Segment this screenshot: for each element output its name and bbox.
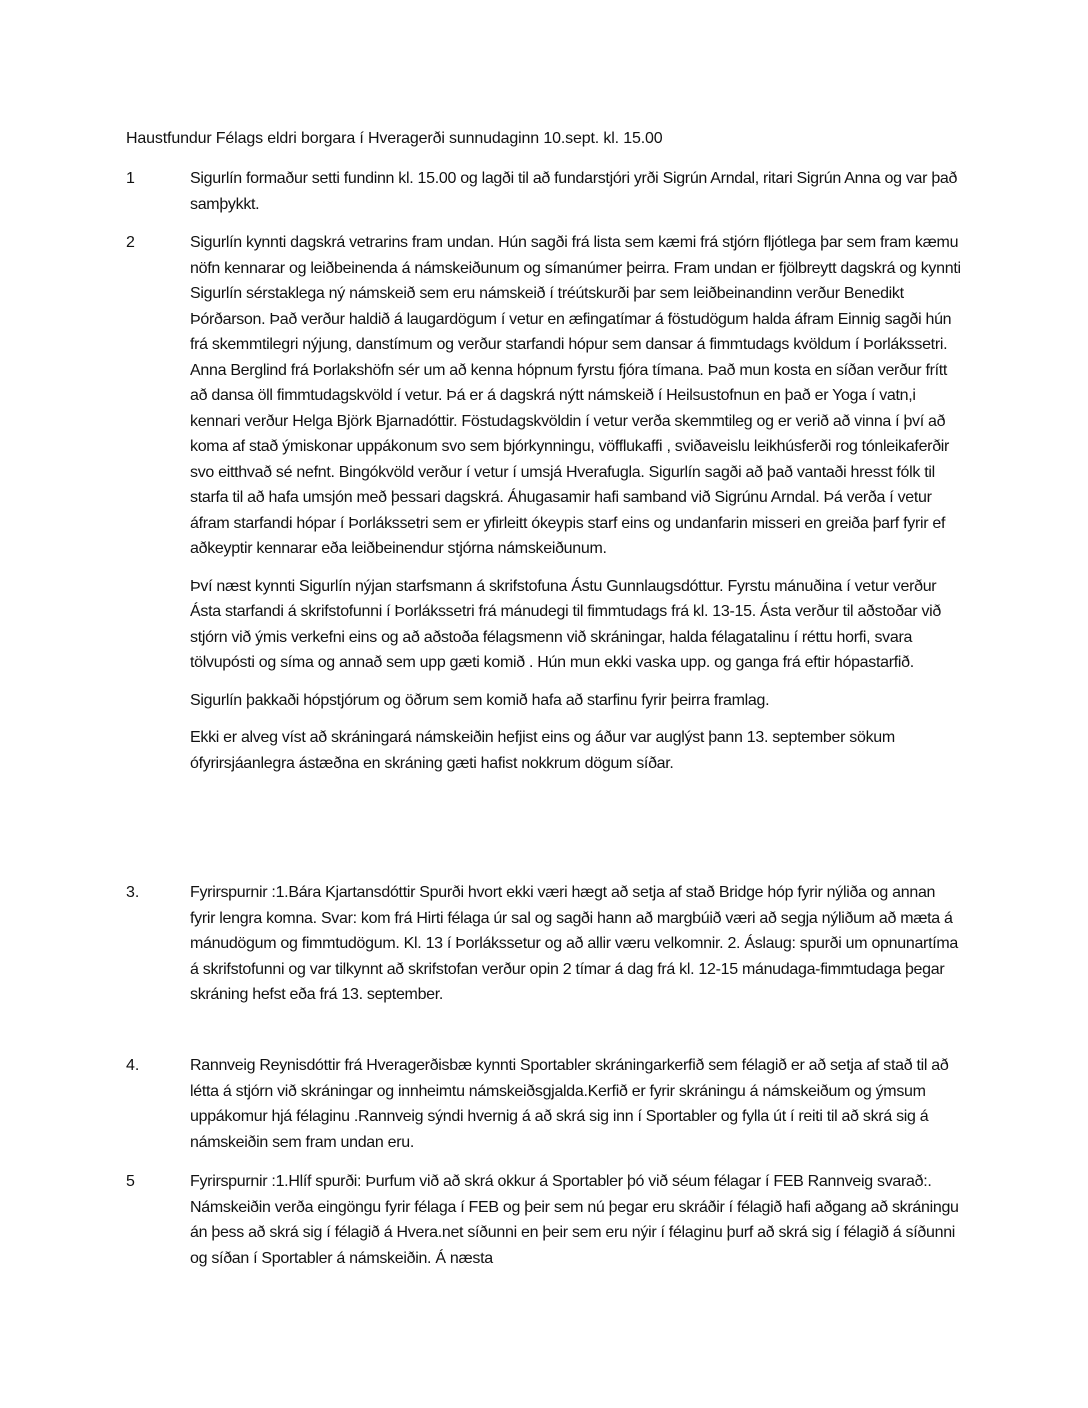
item-body	[190, 166, 962, 217]
item-body	[190, 1169, 962, 1271]
item-number: 3.	[126, 884, 140, 901]
item-body	[190, 880, 962, 1008]
item-number: 2	[126, 234, 135, 251]
item-number: 1	[126, 170, 135, 187]
paragraph: Ekki er alveg víst að skráningará námskeiðin hefjist eins og áður var auglýst þann 13. september sökum ófyrirsjáanlegra ástæðna en skráning gæti hafist nokkrum dögum síðar.	[190, 729, 895, 772]
item-number: 5	[126, 1173, 135, 1190]
paragraph: Sigurlín kynnti dagskrá vetrarins fram undan. Hún sagði frá lista sem kæmi frá stjórn fljótlega þar sem fram kæmu nöfn kennarar og leiðbeinenda á námskeiðunum og símanúmer þeirra. Fram undan er fjölbreytt dagskrá og kynnti Sigurlín sérstaklega ný námskeið sem eru námskeið í tréútskurði þar sem leiðbeinandinn verður Benedikt Þórðarson. Það verður haldið á laugardögum í vetur en æfingatímar á föstudögum halda áfram Einnig sagði hún frá skemmtilegri nýjung, danstímum og verður starfandi hópur sem dansar á fimmtudags kvöldum í Þorlákssetri. Anna Berglind frá Þorlakshöfn sér um að kenna hópnum fyrstu fjóra tímana. Það mun kosta en síðan verður frítt að dansa öll fimmtudagskvöld í vetur. Þá er á dagskrá nýtt námskeið í Heilsustofnun en það er Yoga í vatn,i kennari verður Helga Björk Bjarnadóttir. Föstudagskvöldin í vetur verða skemmtileg og er verið að vinna í því að koma af stað ýmiskonar uppákonum svo sem bjórkynningu, vöfflukaffi , sviðaveislu leikhúsferði rog tónleikaferðir svo eitthvað sé nefnt. Bingókvöld verður í vetur í umsjá Hverafugla. Sigurlín sagði að það vantaði hresst fólk til starfa til að hafa umsjón með þessari dagskrá. Áhugasamir hafi samband við Sigrúnu Arndal. Þá verða í vetur áfram starfandi hópar í Þorlákssetri sem er yfirleitt ókeypis starf eins og undanfarin misseri en greiða þarf fyrir ef aðkeyptir kennarar eða leiðbeinendur stjórna námskeiðunum.	[190, 234, 961, 557]
item-number: 4.	[126, 1057, 140, 1074]
document-title: Haustfundur Félags eldri borgara í Hveragerði sunnudaginn 10.sept. kl. 15.00	[126, 130, 663, 147]
paragraph: Rannveig Reynisdóttir frá Hveragerðisbæ kynnti Sportabler skráningarkerfið sem félagið er að setja af stað til að létta á stjórn við skráningar og innheimtu námskeiðsgjalda.Kerfið er fyrir skráningu á námskeiðum og ýmsum uppákomur hjá félaginu .Rannveig sýndi hvernig á að skrá sig inn í Sportabler og fylla út í reiti til að skrá sig á námskeiðin sem fram undan eru.	[190, 1057, 949, 1151]
paragraph: Sigurlín þakkaði hópstjórum og öðrum sem komið hafa að starfinu fyrir þeirra framlag.	[190, 691, 770, 709]
paragraph: Fyrirspurnir :1.Hlíf spurði: Þurfum við að skrá okkur á Sportabler þó við séum félagar í FEB Rannveig svarað:. Námskeiðin verða eingöngu fyrir félaga í FEB og þeir sem nú þegar eru skráðir í félagið hafi aðgang að skráningu án þess að skrá sig í félagið á Hvera.net síðunni en þeir sem eru nýir í félaginu þurf að skrá sig í félagið á síðunni og síðan í Sportabler á námskeiðin. Á næsta	[190, 1173, 959, 1267]
paragraph: Sigurlín formaður setti fundinn kl. 15.00 og lagði til að fundarstjóri yrði Sigrún Arndal, ritari Sigrún Anna og var það samþykkt.	[190, 170, 958, 213]
item-body	[190, 1053, 962, 1155]
paragraph: Því næst kynnti Sigurlín nýjan starfsmann á skrifstofuna Ástu Gunnlaugsdóttur. Fyrstu mánuðina í vetur verður Ásta starfandi á skrifstofunni í Þorlákssetri frá mánudegi til fimmtudags frá kl. 13-15. Ásta verður til aðstoðar við stjórn við ýmis verkefni eins og að aðstoða félagsmenn við skráningar, halda félagatalinu í réttu horfi, svara tölvupósti og síma og annað sem upp gæti komið . Hún mun ekki vaska upp. og ganga frá eftir hópastarfið.	[190, 577, 942, 671]
item-body	[190, 230, 962, 776]
paragraph: Fyrirspurnir :1.Bára Kjartansdóttir Spurði hvort ekki væri hægt að setja af stað Bridge hóp fyrir nýliða og annan fyrir lengra komna. Svar: kom frá Hirti félaga úr sal og sagði hann að margbúið væri að segja nýliðum að mæta á mánudögum og fimmtudögum. Kl. 13 í Þorlákssetur og að allir væru velkomnir. 2. Áslaug: spurði um opnunartíma á skrifstofunni og var tilkynnt að skrifstofan verður opin 2 tímar á dag frá kl. 12-15 mánudaga-fimmtudaga þegar skráning hefst eða frá 13. september.	[190, 884, 958, 1003]
